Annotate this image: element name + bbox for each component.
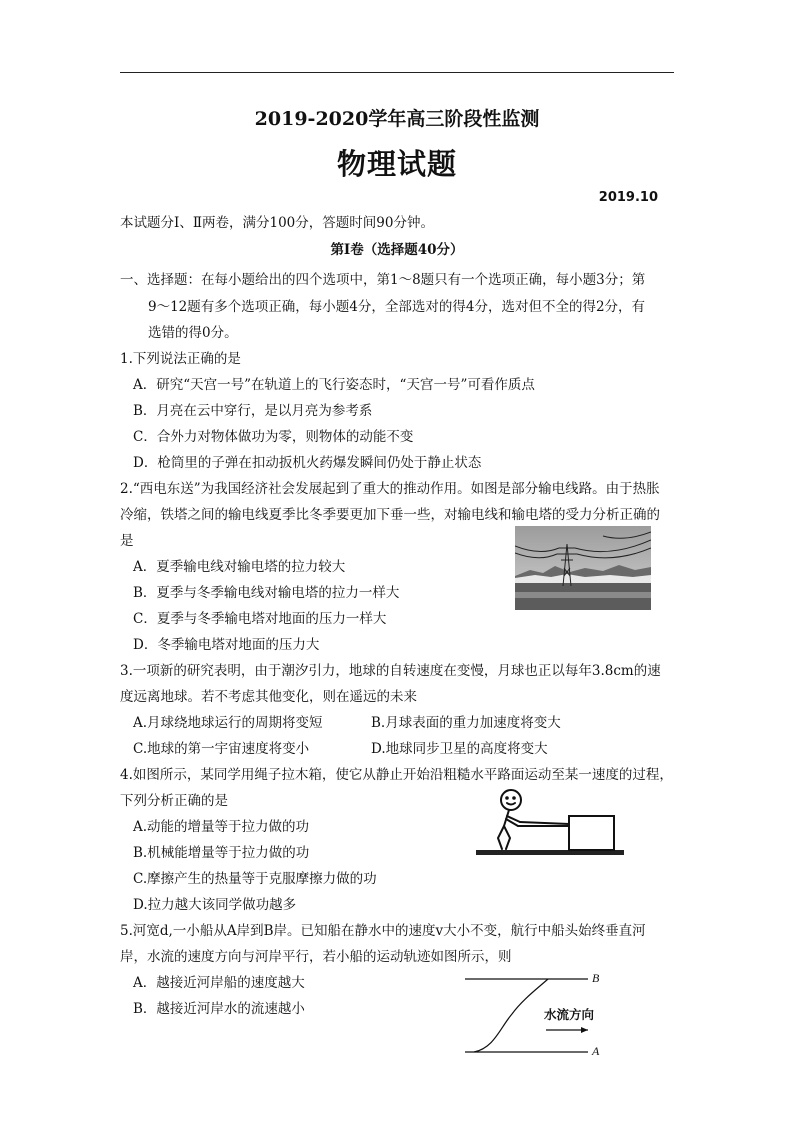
river-crossing-figure: [462, 968, 602, 1064]
q3-stem-line2: 度远离地球。若不考虑其他变化，则在遥远的未来: [120, 689, 417, 705]
q2-stem-line1: 2.“西电东送”为我国经济社会发展起到了重大的推动作用。如图是部分输电线路。由于热胀: [120, 481, 660, 497]
q4-stem-line2: 下列分析正确的是: [120, 793, 228, 809]
q4-stem-line1: 4.如图所示，某同学用绳子拉木箱，使它从静止开始沿粗糙水平路面运动至某一速度的过程，: [120, 767, 673, 783]
power-line-photo: [515, 526, 651, 610]
q2-option-c: C．夏季与冬季输电塔对地面的压力一样大: [133, 611, 387, 627]
exam-date: 2019.10: [598, 190, 658, 205]
q1-option-c: C．合外力对物体做功为零，则物体的动能不变: [133, 429, 414, 445]
header-rule: [120, 72, 674, 73]
q4-option-d: D.拉力越大该同学做功越多: [133, 897, 297, 913]
q1-option-b: B．月亮在云中穿行，是以月亮为参考系: [133, 403, 373, 419]
q5-option-a: A．越接近河岸船的速度越大: [133, 975, 305, 991]
q4-option-a: A.动能的增量等于拉力做的功: [133, 819, 310, 835]
q5-option-b: B．越接近河岸水的流速越小: [133, 1001, 305, 1017]
q1-stem: 1.下列说法正确的是: [120, 351, 241, 367]
q3-option-c: C.地球的第一宇宙速度将变小: [133, 741, 310, 757]
section1-line2: 9～12题有多个选项正确，每小题4分，全部选对的得4分，选对但不全的得2分，有: [148, 299, 646, 315]
q2-option-b: B．夏季与冬季输电线对输电塔的拉力一样大: [133, 585, 400, 601]
q3-option-d: D.地球同步卫星的高度将变大: [371, 741, 548, 757]
q3-option-a: A.月球绕地球运行的周期将变短: [133, 715, 323, 731]
part1-title: 第Ⅰ卷（选择题40分）: [330, 242, 464, 258]
section1-line1: 一、选择题：在每小题给出的四个选项中，第1～8题只有一个选项正确，每小题3分；第: [120, 272, 646, 288]
pulling-box-figure: [476, 786, 626, 866]
q3-option-b: B.月球表面的重力加速度将变大: [371, 715, 561, 731]
q2-option-d: D．冬季输电塔对地面的压力大: [133, 637, 320, 653]
q2-option-a: A．夏季输电线对输电塔的拉力较大: [133, 559, 346, 575]
q5-stem-line2: 岸，水流的速度方向与河岸平行，若小船的运动轨迹如图所示，则: [120, 949, 512, 965]
q4-option-b: B.机械能增量等于拉力做的功: [133, 845, 310, 861]
flow-direction-label: 水流方向: [544, 1007, 595, 1022]
intro-text: 本试题分Ⅰ、Ⅱ两卷，满分100分，答题时间90分钟。: [120, 215, 434, 231]
q2-stem-line3: 是: [120, 533, 134, 549]
bank-b-label: B: [592, 971, 600, 985]
q5-stem-line1: 5.河宽d,一小船从A岸到B岸。已知船在静水中的速度v大小不变，航行中船头始终垂直河: [120, 923, 646, 939]
q4-option-c: C.摩擦产生的热量等于克服摩擦力做的功: [133, 871, 377, 887]
q1-option-a: A．研究“天宫一号”在轨道上的飞行姿态时，“天宫一号”可看作质点: [133, 377, 535, 393]
subject-title: 物理试题: [336, 147, 457, 181]
section1-line3: 选错的得0分。: [148, 325, 238, 341]
exam-title: 2019-2020学年高三阶段性监测: [254, 108, 540, 130]
q1-option-d: D．枪筒里的子弹在扣动扳机火药爆发瞬间仍处于静止状态: [133, 455, 482, 471]
q2-stem-line2: 冷缩，铁塔之间的输电线夏季比冬季要更加下垂一些，对输电线和输电塔的受力分析正确的: [120, 507, 660, 523]
q3-stem-line1: 3.一项新的研究表明，由于潮汐引力，地球的自转速度在变慢，月球也正以每年3.8cm的速: [120, 663, 661, 679]
bank-a-label: A: [592, 1044, 600, 1058]
